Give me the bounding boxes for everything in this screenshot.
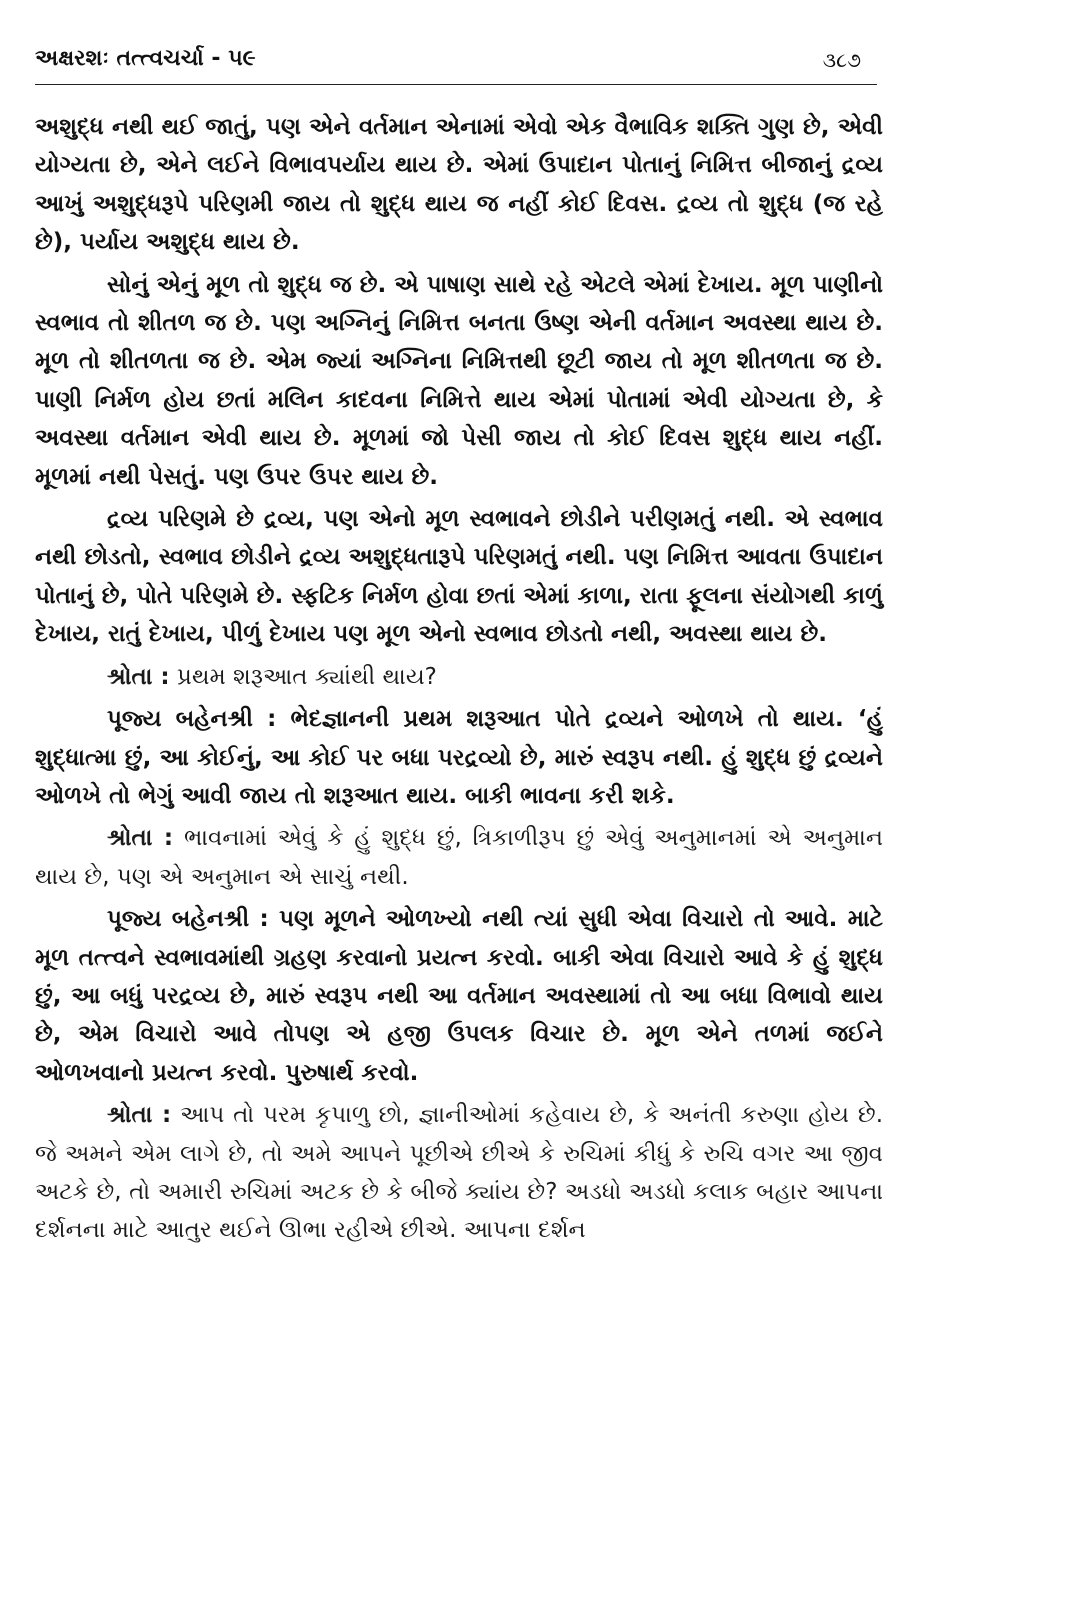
paragraph-text: ભાવનામાં એવું કે હું શુદ્ધ છું, ત્રિકાળીરૂપ છું એવું અનુમાનમાં એ અનુમાન થાય છે, પણ એ અનુમાન એ સાચું નથી. [35,825,883,890]
paragraph-6-listener [35,819,883,896]
paragraph-8-listener [35,1096,883,1250]
paragraph-2 [35,266,883,496]
running-title: અક્ષરશઃ તત્ત્વચર્ચા - ૫૯ [35,46,256,71]
paragraph-3 [35,500,883,654]
paragraph-text: અશુદ્ધ નથી થઈ જાતું, પણ એને વર્તમાન એનામાં એવો એક વૈભાવિક શક્તિ ગુણ છે, એવી યોગ્યતા છે, એને લઈને વિભાવપર્યાય થાય છે. એમાં ઉપાદાન પોતાનું નિમિત્ત બીજાનું દ્રવ્ય આખું અશુદ્ધરૂપે પરિણમી જાય તો શુદ્ધ થાય જ નહીં કોઈ દિવસ. દ્રવ્ય તો શુદ્ધ (જ રહે છે), પર્યાય અશુદ્ધ થાય છે. [35,114,883,256]
paragraph-text: પણ મૂળને ઓળખ્યો નથી ત્યાં સુધી એવા વિચારો તો આવે. માટે મૂળ તત્ત્વને સ્વભાવમાંથી ગ્રહણ કરવાનો પ્રયત્ન કરવો. બાકી એવા વિચારો આવે કે હું શુદ્ધ છું, આ બધું પરદ્રવ્ય છે, મારું સ્વરૂપ નથી આ વર્તમાન અવસ્થામાં તો આ બધા વિભાવો થાય છે, એમ વિચારો આવે તોપણ એ હજી ઉપલક વિચાર છે. મૂળ એને તળમાં જઈને ઓળખવાનો પ્રયત્ન કરવો. પુરુષાર્થ કરવો. [35,906,883,1086]
paragraph-1 [35,108,883,262]
speaker-label: શ્રોતા : [107,825,174,852]
speaker-label: શ્રોતા : [107,663,170,690]
paragraph-text: આપ તો પરમ કૃપાળુ છો, જ્ઞાનીઓમાં કહેવાય છે, કે અનંતી કરુણા હોય છે. જે અમને એમ લાગે છે, તો અમે આપને પૂછીએ છીએ કે રુચિમાં કીધું કે રુચિ વગર આ જીવ અટકે છે, તો અમારી રુચિમાં અટક છે કે બીજે ક્યાંય છે? અડધો અડધો કલાક બહાર આપના દર્શનના માટે આતુર થઈને ઊભા રહીએ છીએ. આપના દર્શન [35,1102,884,1244]
paragraph-4-listener [35,658,883,696]
paragraph-7-bahenshri [35,900,883,1092]
paragraph-text: ભેદજ્ઞાનની પ્રથમ શરૂઆત પોતે દ્રવ્યને ઓળખે તો થાય. ‘હું શુદ્ધાત્મા છું, આ કોઈનું, આ કોઈ પર બધા પરદ્રવ્યો છે, મારું સ્વરૂપ નથી. હું શુદ્ધ છું દ્રવ્યને ઓળખે તો ભેગું આવી જાય તો શરૂઆત થાય. બાકી ભાવના કરી શકે. [35,706,883,809]
page-number: ૩૮૭ [822,48,861,72]
header-rule [35,84,877,85]
speaker-label: પૂજ્ય બહેનશ્રી : [107,706,277,733]
paragraph-text: દ્રવ્ય પરિણમે છે દ્રવ્ય, પણ એનો મૂળ સ્વભાવને છોડીને પરીણમતું નથી. એ સ્વભાવ નથી છોડતો, સ્વભાવ છોડીને દ્રવ્ય અશુદ્ધતારૂપે પરિણમતું નથી. પણ નિમિત્ત આવતા ઉપાદાન પોતાનું છે, પોતે પરિણમે છે. સ્ફટિક નિર્મળ હોવા છતાં એમાં કાળા, રાતા ફૂલના સંયોગથી કાળું દેખાય, રાતું દેખાય, પીળું દેખાય પણ મૂળ એનો સ્વભાવ છોડતો નથી, અવસ્થા થાય છે. [35,506,883,648]
paragraph-text: પ્રથમ શરૂઆત ક્યાંથી થાય? [176,663,437,690]
paragraph-text: સોનું એનું મૂળ તો શુદ્ધ જ છે. એ પાષાણ સાથે રહે એટલે એમાં દેખાય. મૂળ પાણીનો સ્વભાવ તો શીતળ જ છે. પણ અગ્નિનું નિમિત્ત બનતા ઉષ્ણ એની વર્તમાન અવસ્થા થાય છે. મૂળ તો શીતળતા જ છે. એમ જ્યાં અગ્નિના નિમિત્તથી છૂટી જાય તો મૂળ શીતળતા જ છે. પાણી નિર્મળ હોય છતાં મલિન કાદવના નિમિત્તે થાય એમાં પોતામાં એવી યોગ્યતા છે, કે અવસ્થા વર્તમાન એવી થાય છે. મૂળમાં જો પેસી જાય તો કોઈ દિવસ શુદ્ધ થાય નહીં. મૂળમાં નથી પેસતું. પણ ઉપર ઉપર થાય છે. [35,271,883,490]
speaker-label: શ્રોતા : [107,1102,172,1129]
page-header [35,42,883,82]
page-body [35,108,883,1250]
paragraph-5-bahenshri [35,700,883,815]
speaker-label: પૂજ્ય બહેનશ્રી : [107,906,269,933]
